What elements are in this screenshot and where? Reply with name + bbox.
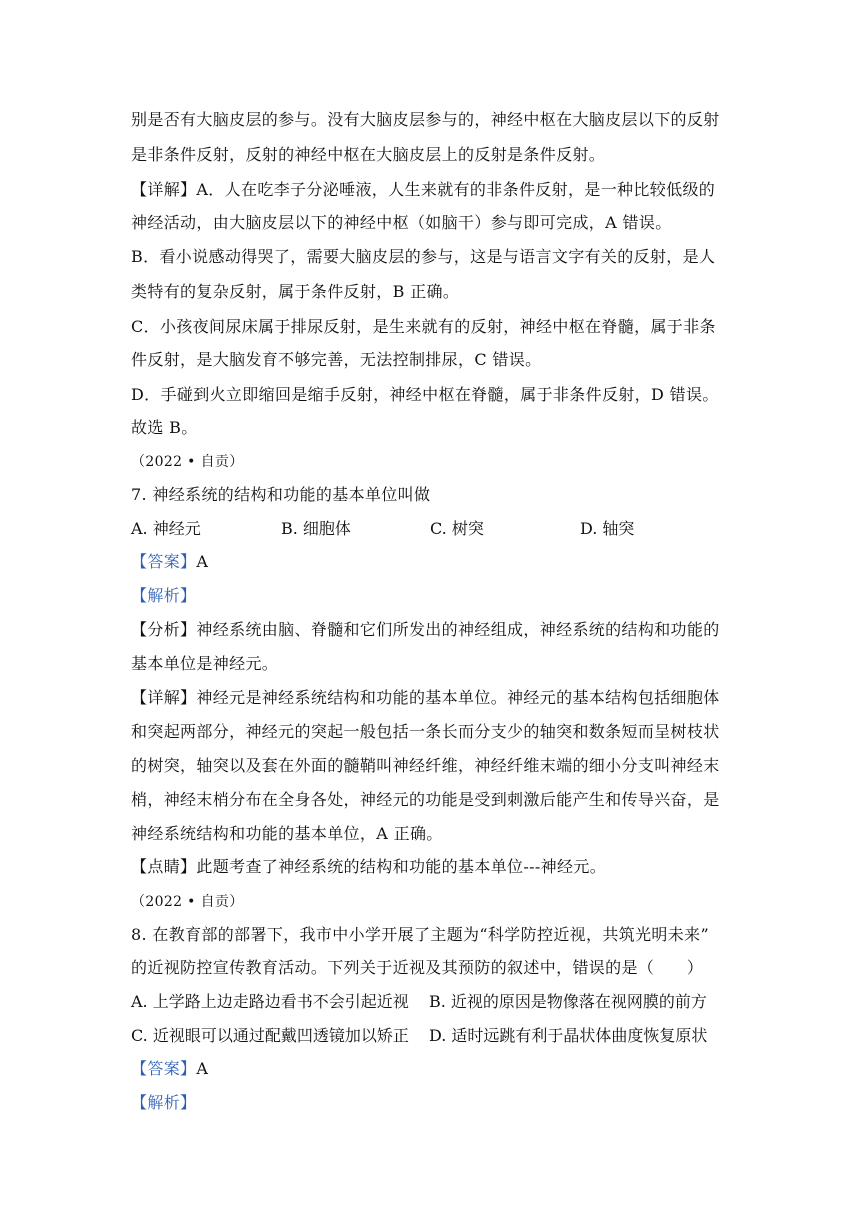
text-line: 别是否有大脑皮层的参与。没有大脑皮层参与的，神经中枢在大脑皮层以下的反射 xyxy=(131,110,720,129)
text-line: 神经系统结构和功能的基本单位，A 正确。 xyxy=(131,824,443,843)
text-line: 类特有的复杂反射，属于条件反射，B 正确。 xyxy=(131,282,460,301)
option-b: B. 近视的原因是物像落在视网膜的前方 xyxy=(429,992,707,1011)
text-line: 基本单位是神经元。 xyxy=(131,654,279,673)
text-line: 【点睛】此题考查了神经系统的结构和功能的基本单位---神经元。 xyxy=(131,857,607,876)
text-line: 梢，神经末梢分布在全身各处，神经元的功能是受到刺激后能产生和传导兴奋，是 xyxy=(131,790,720,809)
question-stem: 的近视防控宣传教育活动。下列关于近视及其预防的叙述中，错误的是（ ） xyxy=(131,958,704,977)
option-d: D. 适时远跳有利于晶状体曲度恢复原状 xyxy=(429,1026,708,1045)
text-line: 的树突，轴突以及套在外面的髓鞘叫神经纤维，神经纤维末端的细小分支叫神经末 xyxy=(131,756,720,775)
text-line: C．小孩夜间尿床属于排尿反射，是生来就有的反射，神经中枢在脊髓，属于非条 xyxy=(131,317,716,336)
answer-line xyxy=(131,552,208,572)
option-a: A. 上学路上边走路边看书不会引起近视 xyxy=(131,992,409,1011)
option-c: C. 树突 xyxy=(430,519,484,538)
text-line: 神经活动，由大脑皮层以下的神经中枢（如脑干）参与即可完成，A 错误。 xyxy=(131,213,672,232)
text-line: B．看小说感动得哭了，需要大脑皮层的参与，这是与语言文字有关的反射，是人 xyxy=(131,247,716,266)
text-line: 【分析】神经系统由脑、脊髓和它们所发出的神经组成，神经系统的结构和功能的 xyxy=(131,620,720,639)
option-b: B. 细胞体 xyxy=(281,519,351,538)
question-source: （2022 • 自贡） xyxy=(131,454,244,470)
option-a: A. 神经元 xyxy=(131,519,201,538)
answer-tag: 【答案】 xyxy=(131,552,197,571)
text-line: 和突起两部分，神经元的突起一般包括一条长而分支少的轴突和数条短而呈树枝状 xyxy=(131,722,720,741)
analysis-tag: 【解析】 xyxy=(131,586,197,605)
question-stem: 8. 在教育部的部署下，我市中小学开展了主题为“科学防控近视，共筑光明未来” xyxy=(131,925,710,944)
option-d: D. 轴突 xyxy=(580,519,635,538)
text-line: D．手碰到火立即缩回是缩手反射，神经中枢在脊髓，属于非条件反射，D 错误。 xyxy=(131,385,719,404)
answer-line xyxy=(131,1059,208,1079)
text-line: 【详解】神经元是神经系统结构和功能的基本单位。神经元的基本结构包括细胞体 xyxy=(131,688,720,707)
text-line: 件反射，是大脑发育不够完善，无法控制排尿，C 错误。 xyxy=(131,350,542,369)
option-c: C. 近视眼可以通过配戴凹透镜加以矫正 xyxy=(131,1026,409,1045)
answer-value: A xyxy=(196,1059,209,1078)
analysis-tag: 【解析】 xyxy=(131,1093,197,1112)
answer-value: A xyxy=(196,552,209,571)
text-line: 是非条件反射，反射的神经中枢在大脑皮层上的反射是条件反射。 xyxy=(131,145,606,164)
question-source: （2022 • 自贡） xyxy=(131,894,244,910)
text-line: 故选 B。 xyxy=(131,418,198,437)
question-stem: 7. 神经系统的结构和功能的基本单位叫做 xyxy=(131,485,431,504)
text-line: 【详解】A．人在吃李子分泌唾液，人生来就有的非条件反射，是一种比较低级的 xyxy=(131,180,716,199)
answer-tag: 【答案】 xyxy=(131,1059,197,1078)
